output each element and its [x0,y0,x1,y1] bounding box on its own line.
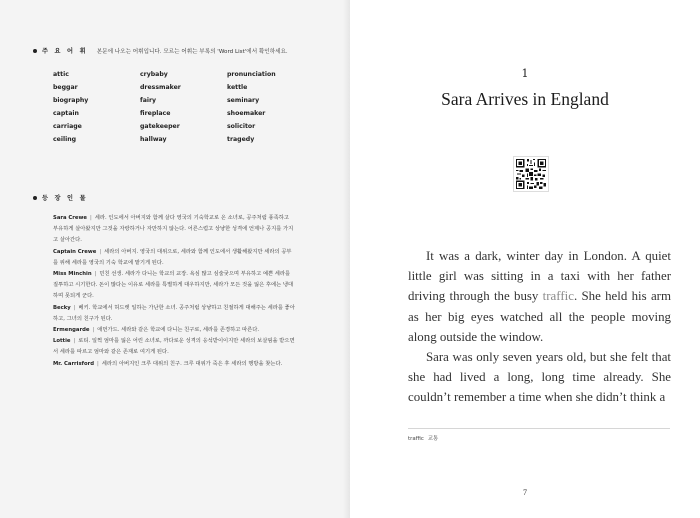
footnote-divider [408,428,670,429]
bullet-icon [33,49,37,53]
characters-section-header [33,193,88,202]
vocab-word: ceiling [53,135,77,143]
page-number: 7 [523,488,527,497]
vocab-word: tragedy [227,135,255,143]
paragraph: Sara was only seven years old, but she felt that she had lived a long, long time already. She couldn’t remember a time when she didn’t think a [408,350,671,405]
bullet-icon [33,196,37,200]
vocab-word: solicitor [227,122,256,130]
character-description: 세라의 아버지인 크루 대위의 친구. 크루 대위가 죽은 후 세라의 행방을 찾는다. [101,360,283,367]
character-name: Ermengarde [53,327,90,334]
character-description: 민친 선생. 세라가 다니는 학교의 교장. 욕심 많고 심술궂으며 부유하고 예쁜 세라를 질투하고 시기한다. 돈이 많다는 이유로 세라를 특별하게 대우하지만, 세라가 모든 것을 잃은 후에는 냉대하며 못되게 군다. [53,271,294,300]
vocab-section-note: 본문에 나오는 어휘입니다. 모르는 어휘는 부록의 'Word List'에서 확인하세요. [96,48,288,55]
right-page [350,0,700,518]
chapter-title: Sara Arrives in England [441,89,609,109]
vocab-word: beggar [53,83,78,91]
vocab-section-header [33,46,288,55]
vocab-word: carriage [53,122,82,130]
vocab-word-list [53,70,314,146]
character-description: 로티. 일찍 엄마를 잃은 어린 소녀로, 까다로운 성격의 응석받이이지만 세라의 보살핌을 받으면서 세라를 따르고 엄마와 같은 존재로 여기게 된다. [53,338,295,356]
story-text [408,246,671,408]
vocab-word: kettle [227,83,248,91]
character-separator: | [90,215,92,221]
character-description: 세라. 인도에서 아버지와 함께 살다 영국의 기숙학교로 온 소녀로, 공주처럼 풍족하고 부유하게 살아왔지만 그것을 자랑하거나 자만하지 않는다. 어른스럽고 상냥한 성격에 언제나 공지를 가지고 살아간다. [53,215,294,244]
character-entry [53,336,295,358]
glossed-word: traffic [542,289,574,304]
vocab-word: pronunciation [227,71,276,78]
character-name: Becky [53,304,71,311]
character-entry [53,359,295,370]
character-description: 베키. 학교에서 허드렛 일하는 가난한 소녀. 공주처럼 상냥하고 친절하게 대해주는 세라를 좋아하고, 그녀의 친구가 된다. [53,304,295,322]
character-separator: | [73,338,76,345]
character-list [53,213,295,370]
vocab-word: captain [53,109,79,117]
character-separator: | [99,248,102,255]
vocab-word: biography [53,96,89,104]
vocab-word: dressmaker [140,83,181,91]
character-entry [53,247,295,269]
vocab-word: seminary [227,96,260,104]
vocab-word: hallway [140,135,167,143]
vocab-section-title: 주 요 어 휘 [42,48,88,55]
vocab-word: fairy [140,96,157,104]
vocab-word: fireplace [140,109,171,117]
vocab-word: gatekeeper [140,122,180,130]
character-separator: | [73,304,76,311]
character-separator: | [97,360,99,367]
character-name: Lottie [53,338,71,345]
footnote-term: traffic [408,436,424,442]
qr-code-icon[interactable] [513,156,549,192]
character-entry [53,325,295,336]
footnote [408,434,438,442]
characters-section-title: 등 장 인 물 [42,195,88,202]
chapter-number: 1 [521,67,529,80]
character-name: Captain Crewe [53,248,97,255]
character-separator: | [92,327,95,334]
vocab-word: attic [53,71,69,78]
character-description: 세라의 아버지. 영국의 대위으로, 세라와 함께 인도에서 생활해왔지만 세라의 공부를 위해 세라를 영국의 기숙 학교에 맡기게 된다. [53,248,292,266]
book-gutter [343,0,350,518]
vocab-word: shoemaker [227,109,266,117]
vocab-word: crybaby [140,71,168,78]
character-description: 애먼가드. 세라와 같은 학교에 다니는 친구로, 세라를 존경하고 따른다. [97,327,260,334]
paragraph: It was a dark, winter day in London. A quiet little girl was sitting in a taxi with her father driving through the busy traffic. She held his arm as her big eyes watched all the people moving along outside the window. [408,249,671,344]
character-separator: | [94,271,97,278]
character-entry [53,303,295,325]
character-name: Mr. Carrisford [53,360,94,367]
footnote-meaning: 교통 [427,436,439,442]
character-entry [53,269,295,303]
character-entry [53,213,295,247]
character-name: Miss Minchin [53,271,92,278]
character-name: Sara Crewe [53,215,87,221]
